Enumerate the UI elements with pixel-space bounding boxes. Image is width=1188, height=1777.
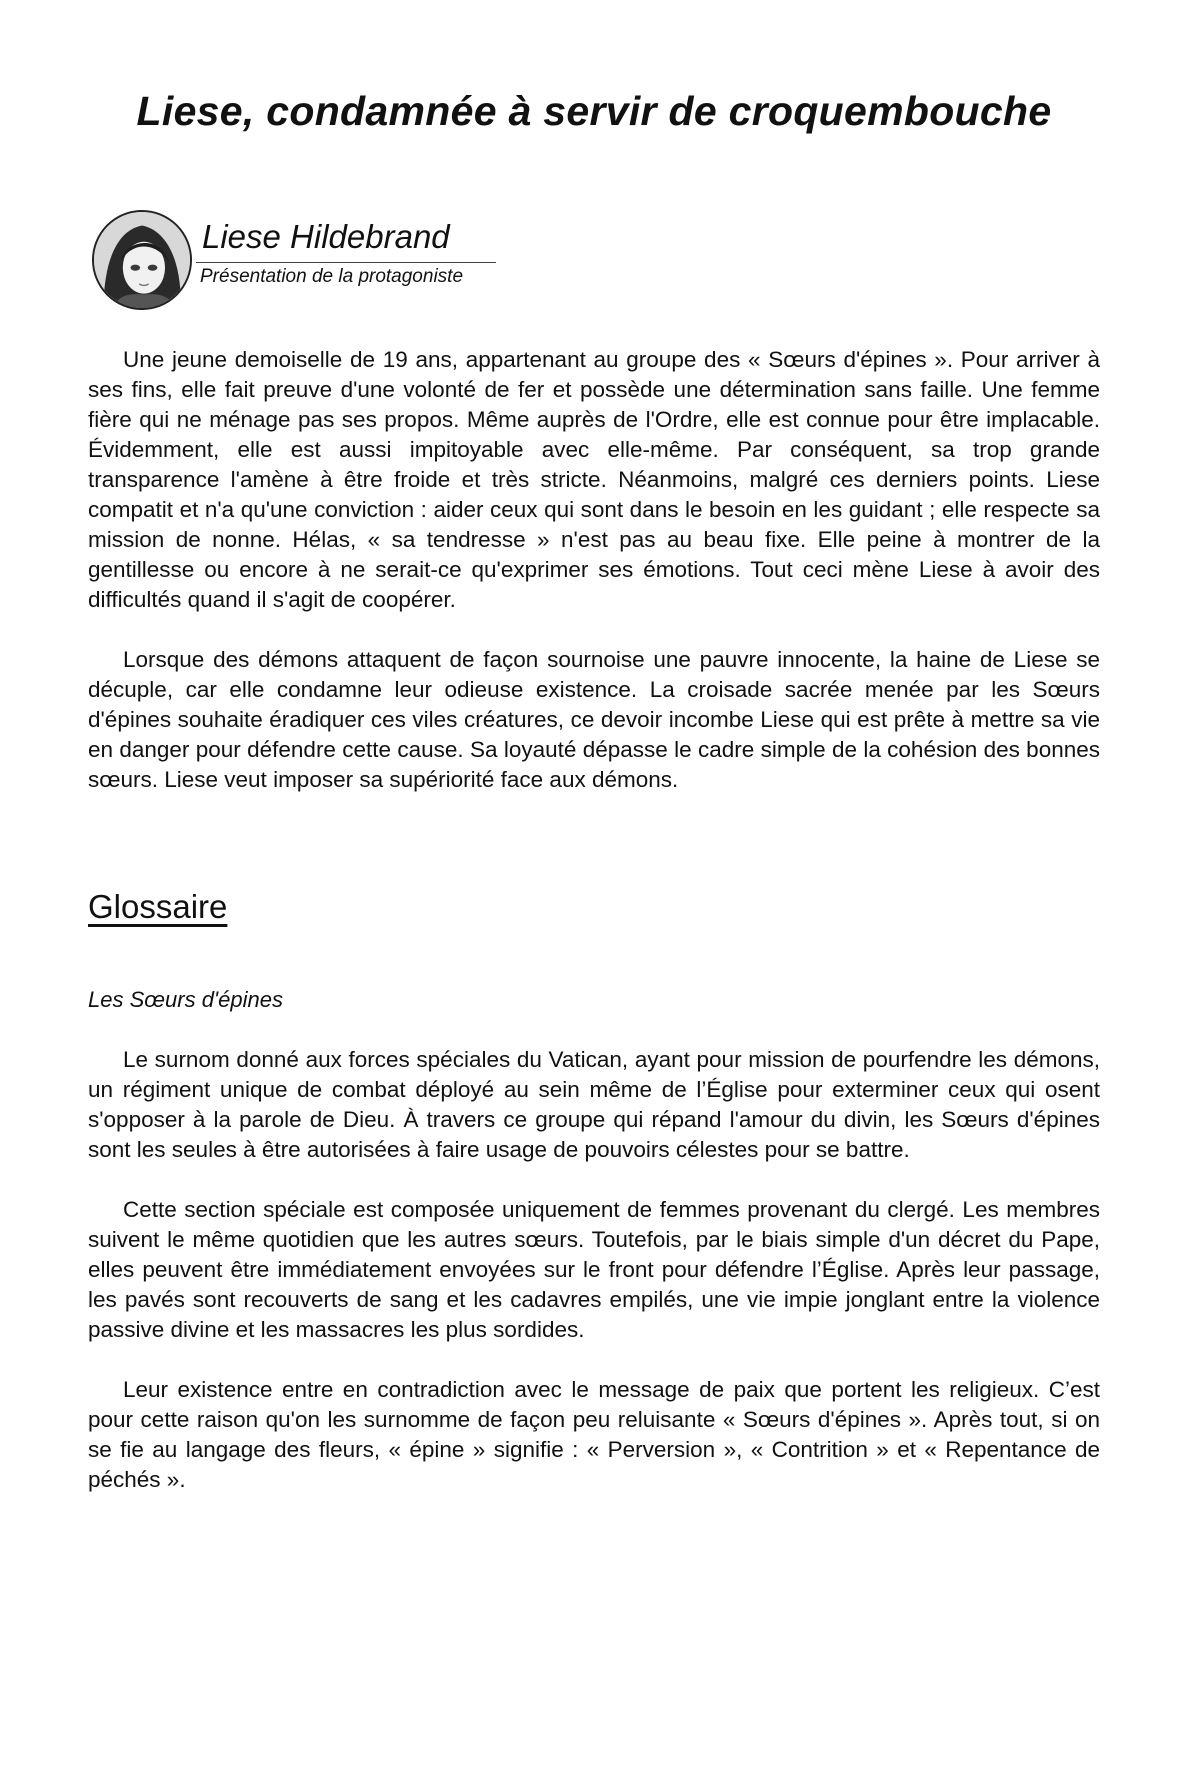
glossary-definition (88, 1045, 1100, 1525)
glossary-paragraph: Le surnom donné aux forces spéciales du Vatican, ayant pour mission de pourfendre les démons, un régiment unique de combat déployé au sein même de l’Église pour exterminer ceux qui osent s'opposer à la parole de Dieu. À travers ce groupe qui répand l'amour du divin, les Sœurs d'épines sont les seules à être autorisées à faire usage de pouvoirs célestes pour se battre. (88, 1047, 1100, 1162)
description-paragraph: Lorsque des démons attaquent de façon sournoise une pauvre innocente, la haine de Liese se décuple, car elle condamne leur odieuse existence. La croisade sacrée menée par les Sœurs d'épines souhaite éradiquer ces viles créatures, ce devoir incombe Liese qui est prête à mettre sa vie en danger pour défendre cette cause. Sa loyauté dépasse le cadre simple de la cohésion des bonnes sœurs. Liese veut imposer sa supériorité face aux démons. (88, 647, 1100, 792)
document-title: Liese, condamnée à servir de croquembouche (136, 88, 1052, 134)
character-profile-header (92, 210, 512, 314)
character-description (88, 345, 1100, 825)
glossary-paragraph: Leur existence entre en contradiction avec le message de paix que portent les religieux. C’est pour cette raison qu'on les surnomme de façon peu reluisante « Sœurs d'épines ». Après tout, si on se fie au langage des fleurs, « épine » signifie : « Perversion », « Contrition » et « Repentance de péchés ». (88, 1377, 1100, 1492)
profile-divider (196, 262, 496, 263)
glossary-heading: Glossaire (88, 888, 228, 925)
character-portrait-icon (92, 210, 192, 310)
character-name: Liese Hildebrand (202, 218, 450, 255)
description-paragraph: Une jeune demoiselle de 19 ans, appartenant au groupe des « Sœurs d'épines ». Pour arriver à ses fins, elle fait preuve d'une volonté de fer et possède une détermination sans faille. Une femme fière qui ne ménage pas ses propos. Même auprès de l'Ordre, elle est connue pour être implacable. Évidemment, elle est aussi impitoyable avec elle-même. Par conséquent, sa trop grande transparence l'amène à être froide et très stricte. Néanmoins, malgré ces derniers points. Liese compatit et n'a qu'une conviction : aider ceux qui sont dans le besoin en les guidant ; elle respecte sa mission de nonne. Hélas, « sa tendresse » n'est pas au beau fixe. Elle peine à montrer de la gentillesse ou encore à ne serait-ce qu'exprimer ses émotions. Tout ceci mène Liese à avoir des difficultés quand il s'agit de coopérer. (88, 347, 1100, 612)
glossary-term: Les Sœurs d'épines (88, 987, 283, 1012)
character-subtitle: Présentation de la protagoniste (200, 266, 464, 287)
glossary-paragraph: Cette section spéciale est composée uniquement de femmes provenant du clergé. Les membres suivent le même quotidien que les autres sœurs. Toutefois, par le biais simple d'un décret du Pape, elles peuvent être immédiatement envoyées sur le front pour défendre l’Église. Après leur passage, les pavés sont recouverts de sang et les cadavres empilés, une vie impie jonglant entre la violence passive divine et les massacres les plus sordides. (88, 1197, 1100, 1342)
